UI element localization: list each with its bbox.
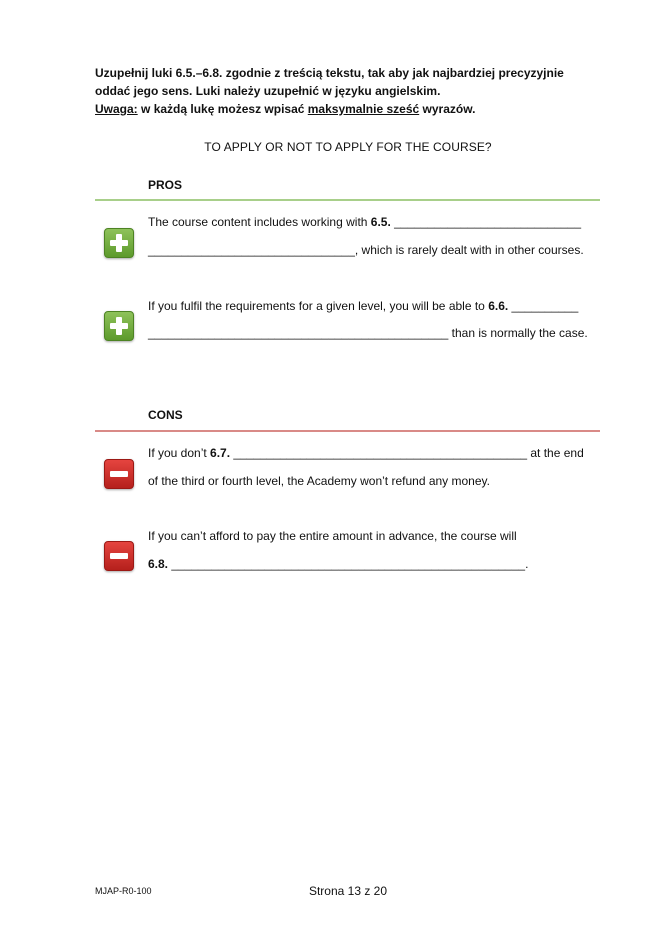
- pros-heading: PROS: [148, 178, 183, 192]
- gap-6-8-line-1: If you can’t afford to pay the entire amount in advance, the course will: [148, 529, 517, 543]
- note-label: Uwaga:: [95, 102, 138, 116]
- gap-6-6-number: 6.6.: [488, 299, 509, 313]
- plus-icon: [104, 228, 134, 258]
- exam-code: MJAP-R0-100: [95, 886, 152, 896]
- gap-6-5-blank[interactable]: ____________________________: [390, 215, 581, 229]
- gap-6-6-text: If you fulfil the requirements for a given level, you will be able to: [148, 299, 489, 313]
- gap-6-5-line-2[interactable]: _______________________________, which is rarely dealt with in other courses.: [148, 243, 584, 257]
- note-end: wyrazów.: [419, 102, 476, 116]
- gap-6-7-number: 6.7.: [210, 446, 231, 460]
- gap-6-5-text: The course content includes working with: [148, 215, 371, 229]
- page-number: Strona 13 z 20: [308, 884, 388, 898]
- minus-icon: [104, 459, 134, 489]
- instructions-line-2: oddać jego sens. Luki należy uzupełnić w języku angielskim.: [95, 84, 441, 98]
- minus-icon: [104, 541, 134, 571]
- page-title: TO APPLY OR NOT TO APPLY FOR THE COURSE?: [204, 140, 492, 154]
- note-emphasis: maksymalnie sześć: [307, 102, 420, 116]
- cons-heading: CONS: [148, 408, 183, 422]
- gap-6-7-line-2: of the third or fourth level, the Academy won’t refund any money.: [148, 474, 490, 488]
- cons-divider: [95, 430, 600, 432]
- instructions-line-1: Uzupełnij luki 6.5.–6.8. zgodnie z treścią tekstu, tak aby jak najbardziej precyzyjnie: [95, 66, 564, 80]
- gap-6-5-line-1: [148, 215, 581, 229]
- instructions-note: [95, 100, 615, 118]
- gap-6-6-blank[interactable]: __________: [508, 299, 579, 313]
- task-instructions: [95, 64, 615, 118]
- gap-6-6-line-1: [148, 299, 578, 313]
- note-mid: w każdą lukę możesz wpisać: [137, 102, 308, 116]
- gap-6-7-line-1: [148, 446, 584, 460]
- gap-6-7-blank[interactable]: ____________________________________________ at the end: [230, 446, 584, 460]
- pros-divider: [95, 199, 600, 201]
- gap-6-7-text: If you don’t: [148, 446, 211, 460]
- gap-6-6-line-2[interactable]: _____________________________________________ than is normally the case.: [148, 326, 588, 340]
- gap-6-8-line-2: [148, 557, 528, 571]
- plus-icon: [104, 311, 134, 341]
- gap-6-8-number: 6.8.: [148, 557, 169, 571]
- gap-6-8-blank[interactable]: _____________________________________________________.: [168, 557, 529, 571]
- gap-6-5-number: 6.5.: [370, 215, 391, 229]
